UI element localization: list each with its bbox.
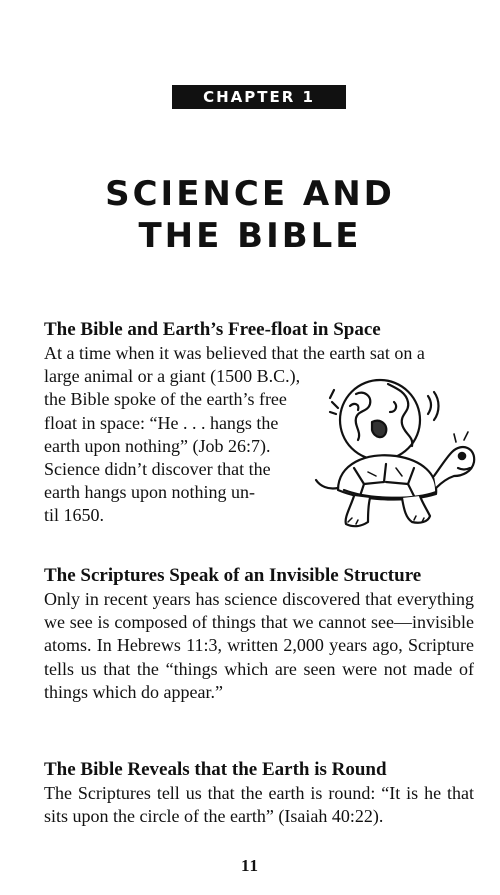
section-body: The Scriptures tell us that the earth is round: “It is he that sits upon the circle of the earth” (Isaiah 40:22). <box>44 783 474 827</box>
body-line: til 1650. <box>44 505 105 526</box>
body-line: Science didn’t discover that the <box>44 459 271 480</box>
chapter-label: CHAPTER 1 <box>172 85 346 109</box>
chapter-title-line-1: SCIENCE AND <box>105 174 395 214</box>
section-invisible-structure <box>44 564 474 704</box>
section-heading: The Bible and Earth’s Free-float in Space <box>44 319 381 340</box>
body-line: earth hangs upon nothing un- <box>44 482 255 503</box>
page-number: 11 <box>240 856 260 875</box>
body-line: float in space: “He . . . hangs the <box>44 412 279 433</box>
body-line: large animal or a giant (1500 B.C.), <box>44 366 301 387</box>
body-line: the Bible spoke of the earth’s free <box>44 389 287 410</box>
section-body <box>44 342 425 528</box>
section-body: Only in recent years has science discovered that everything we see is composed of things that we cannot see—invisible atoms. In Hebrews 11:3, written 2,000 years ago, Scripture tells us that the “things which are seen were not made of things which do appear.” <box>44 589 474 702</box>
section-heading: The Scriptures Speak of an Invisible Structure <box>44 565 422 586</box>
section-earth-round <box>44 758 474 828</box>
body-line: At a time when it was believed that the earth sat on a <box>44 343 425 363</box>
turtle-carrying-globe-icon <box>310 372 480 537</box>
body-line: earth upon nothing” (Job 26:7). <box>44 435 271 456</box>
section-heading: The Bible Reveals that the Earth is Round <box>44 759 387 780</box>
chapter-title-line-2: THE BIBLE <box>138 216 362 256</box>
